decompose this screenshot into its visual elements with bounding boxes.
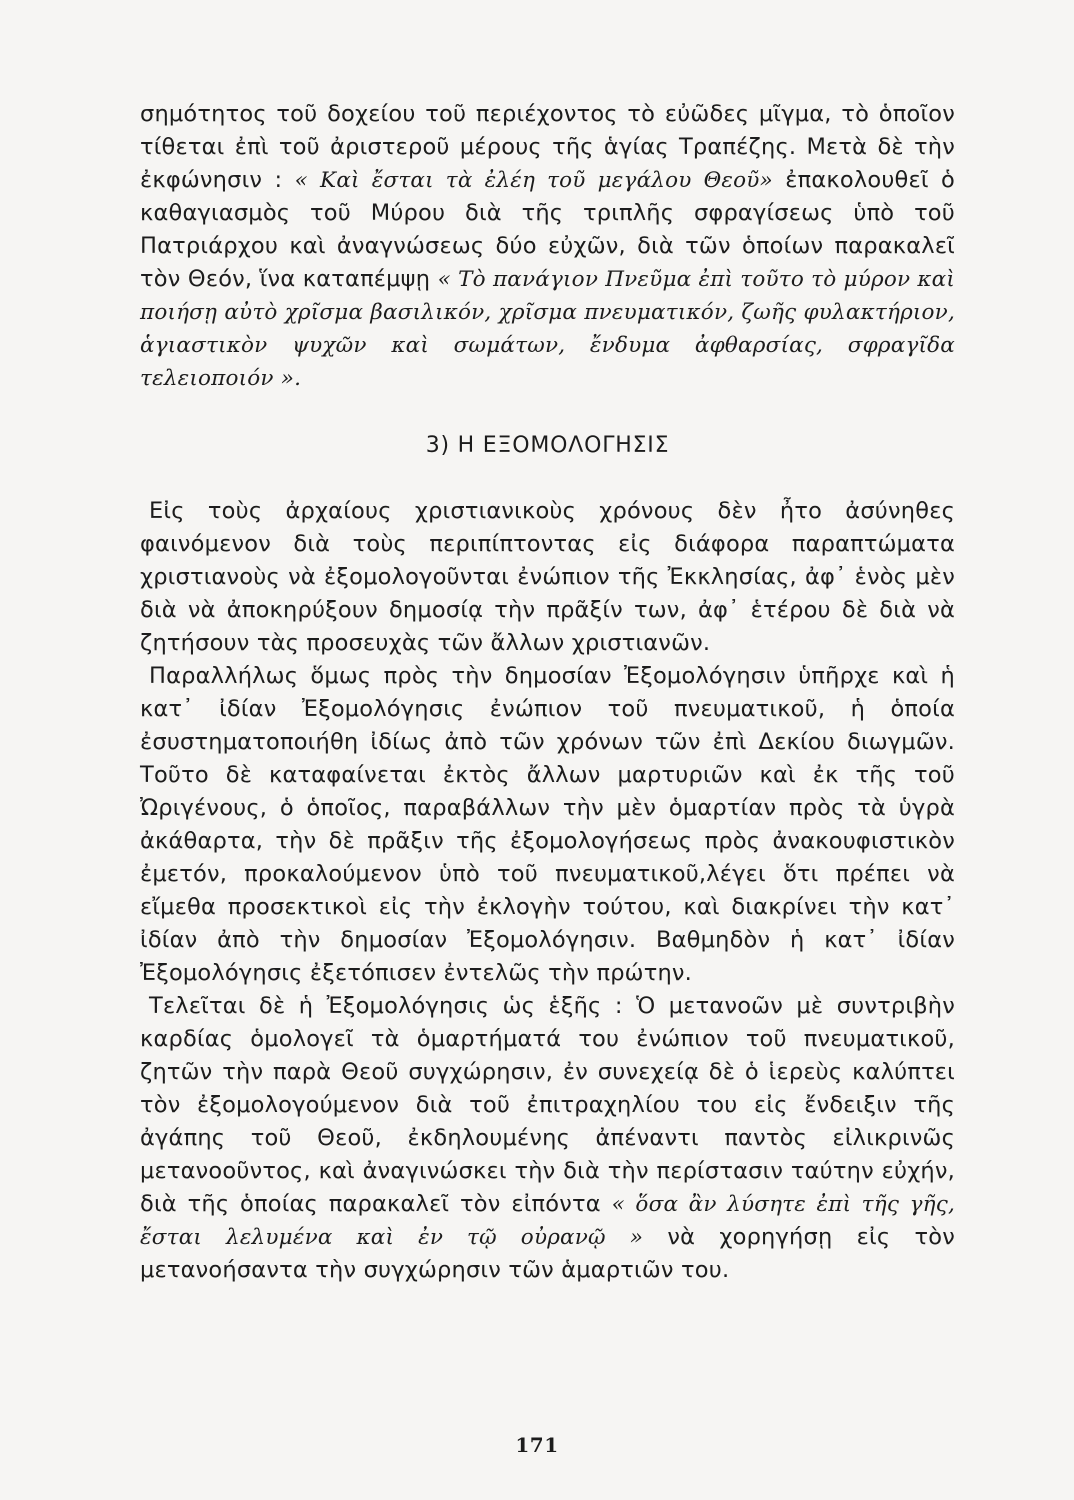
quotation-gospel: « ὅσα ἂν λύσητε ἐπὶ τῆς γῆς, ἔσται λελυμένα καὶ ἐν τῷ οὐρανῷ » <box>140 1192 955 1250</box>
quotation-liturgical: « Καὶ ἔσται τὰ ἐλέη τοῦ μεγάλου Θεοῦ» <box>294 168 773 193</box>
paragraph-myron-consecration <box>140 98 955 395</box>
paragraph-private-confession: Παραλλήλως ὅμως πρὸς τὴν δημοσίαν Ἐξομολόγησιν ὑπῆρχε καὶ ἡ κατ᾽ ἰδίαν Ἐξομολόγησις ἐνώπιον τοῦ πνευματικοῦ, ἡ ὁποία ἐσυστηματοποιήθη ἰδίως ἀπὸ τῶν χρόνων τῶν ἐπὶ Δεκίου διωγμῶν. Τοῦτο δὲ καταφαίνεται ἐκτὸς ἄλλων μαρτυριῶν καὶ ἐκ τῆς τοῦ Ὠριγένους, ὁ ὁποῖος, παραβάλλων τὴν μὲν ὁμαρτίαν πρὸς τὰ ὑγρὰ ἀκάθαρτα, τὴν δὲ πρᾶξιν τῆς ἐξομολογήσεως πρὸς ἀνακουφιστικὸν ἐμετόν, προκαλούμενον ὑπὸ τοῦ πνευματικοῦ,λέγει ὅτι πρέπει νὰ εἴμεθα προσεκτικοὶ εἰς τὴν ἐκλογὴν τούτου, καὶ διακρίνει τὴν κατ᾽ ἰδίαν ἀπὸ τὴν δημοσίαν Ἐξομολόγησιν. Βαθμηδὸν ἡ κατ᾽ ἰδίαν Ἐξομολόγησις ἐξετόπισεν ἐντελῶς τὴν πρώτην. <box>140 663 955 986</box>
paragraph-public-confession: Εἰς τοὺς ἀρχαίους χριστιανικοὺς χρόνους δὲν ἦτο ἀσύνηθες φαινόμενον διὰ τοὺς περιπίπτοντας εἰς διάφορα παραπτώματα χριστιανοὺς νὰ ἐξομολογοῦνται ἐνώπιον τῆς Ἐκκλησίας, ἀφ᾽ ἑνὸς μὲν διὰ νὰ ἀποκηρύξουν δημοσίᾳ τὴν πρᾶξίν των, ἀφ᾽ ἑτέρου δὲ διὰ νὰ ζητήσουν τὰς προσευχὰς τῶν ἄλλων χριστιανῶν. <box>140 498 955 656</box>
page-number: 171 <box>515 1433 559 1457</box>
document-page <box>140 98 955 1287</box>
paragraph-text: σημότητος τοῦ δοχείου τοῦ περιέχοντος τὸ εὐῶδες μῖγμα, τὸ ὁποῖον τίθεται ἐπὶ τοῦ ἀριστεροῦ μέρους τῆς ἁγίας Τραπέζης. Μετὰ δὲ τὴν ἐκφώνησιν : <box>140 101 955 193</box>
paragraph-confession-rite <box>140 990 955 1287</box>
quotation-prayer: « Τὸ πανάγιον Πνεῦμα ἐπὶ τοῦτο τὸ μύρον καὶ ποιήσῃ αὐτὸ χρῖσμα βασιλικόν, χρῖσμα πνευματικόν, ζωῆς φυλακτήριον, ἁγιαστικὸν ψυχῶν καὶ σωμάτων, ἔνδυμα ἀφθαρσίας, σφραγῖδα τελειοποιόν ». <box>140 267 956 391</box>
section-heading: 3) Η ΕΞΟΜΟΛΟΓΗΣΙΣ <box>425 433 670 458</box>
paragraph-text: ἐπακολουθεῖ ὁ καθαγιασμὸς τοῦ Μύρου διὰ τῆς τριπλῆς σφραγίσεως ὑπὸ τοῦ Πατριάρχου καὶ ἀναγνώσεως δύο εὐχῶν, διὰ τῶν ὁποίων παρακαλεῖ τὸν Θεόν, ἵνα καταπέμψῃ <box>140 167 955 292</box>
paragraph-text: Τελεῖται δὲ ἡ Ἐξομολόγησις ὡς ἑξῆς : Ὁ μετανοῶν μὲ συντριβὴν καρδίας ὁμολογεῖ τὰ ὁμαρτήματά του ἐνώπιον τοῦ πνευματικοῦ, ζητῶν τὴν παρὰ Θεοῦ συγχώρησιν, ἐν συνεχείᾳ δὲ ὁ ἱερεὺς καλύπτει τὸν ἐξομολογούμενον διὰ τοῦ ἐπιτραχηλίου του εἰς ἔνδειξιν τῆς ἀγάπης τοῦ Θεοῦ, ἐκδηλουμένης ἀπέναντι παντὸς εἰλικρινῶς μετανοοῦντος, καὶ ἀναγινώσκει τὴν διὰ τὴν περίστασιν ταύτην εὐχήν, διὰ τῆς ὁποίας παρακαλεῖ τὸν εἰπόντα <box>140 993 955 1217</box>
paragraph-text: νὰ χορηγήσῃ εἰς τὸν μετανοήσαντα τὴν συγχώρησιν τῶν ἁμαρτιῶν του. <box>140 1224 955 1283</box>
